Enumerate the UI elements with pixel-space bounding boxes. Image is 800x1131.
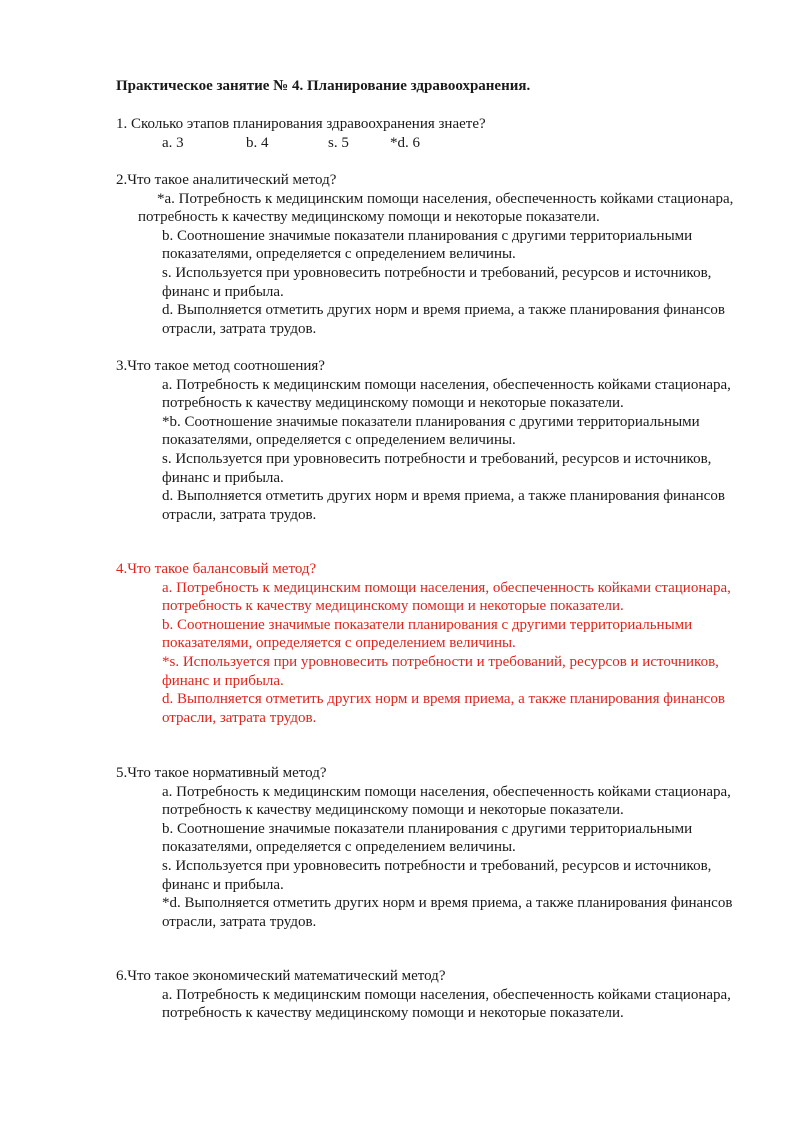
question-text: 6.Что такое экономический математический метод? [116, 968, 446, 984]
page-title: Практическое занятие № 4. Планирование здравоохранения. [116, 78, 531, 94]
question-text: 5.Что такое нормативный метод? [116, 765, 327, 781]
question-1 [0, 115, 800, 152]
answer-option: a. Потребность к медицинским помощи населения, обеспеченность койками стационара, потребность к качеству медицинскому помощи и некоторые показатели. [162, 783, 731, 819]
answer-option: s. Используется при уровновесить потребности и требований, ресурсов и источников, финанс и прибыла. [162, 450, 712, 486]
answer-option: s. Используется при уровновесить потребности и требований, ресурсов и источников, финанс и прибыла. [162, 857, 712, 893]
answer-option: d. Выполняется отметить других норм и время приема, а также планирования финансов отрасли, затрата трудов. [162, 488, 725, 523]
answer-option: s. Используется при уровновесить потребности и требований, ресурсов и источников, финанс и прибыла. [162, 264, 712, 300]
answer-option: b. Соотношение значимые показатели планирования с другими территориальными показателями, определяется с определением величины. [162, 820, 693, 856]
answer-option-correct: *d. 6 [390, 134, 420, 151]
answer-option: b. 4 [246, 134, 269, 151]
answer-option: d. Выполняется отметить других норм и время приема, а также планирования финансов отрасли, затрата трудов. [162, 691, 725, 726]
question-4 [0, 560, 800, 727]
answer-option-correct: *a. Потребность к медицинским помощи населения, обеспеченность койками стационара, потребность к качеству медицинскому помощи и некоторые показатели. [138, 190, 734, 226]
question-5 [0, 764, 800, 931]
question-2 [0, 171, 800, 338]
answer-option: a. Потребность к медицинским помощи населения, обеспеченность койками стационара, потребность к качеству медицинскому помощи и некоторые показатели. [162, 986, 731, 1022]
answer-option: s. 5 [328, 134, 349, 151]
answer-option: b. Соотношение значимые показатели планирования с другими территориальными показателями, определяется с определением величины. [162, 227, 693, 263]
answer-option: d. Выполняется отметить других норм и время приема, а также планирования финансов отрасли, затрата трудов. [162, 302, 725, 337]
question-6 [0, 967, 800, 1023]
answer-option-correct: *d. Выполняется отметить других норм и время приема, а также планирования финансов отрасли, затрата трудов. [162, 895, 733, 930]
question-text: 4.Что такое балансовый метод? [116, 561, 317, 577]
question-text: 1. Сколько этапов планирования здравоохранения знаете? [116, 116, 486, 132]
question-text: 3.Что такое метод соотношения? [116, 358, 325, 374]
question-text: 2.Что такое аналитический метод? [116, 172, 337, 188]
question-3 [0, 357, 800, 524]
answer-options [162, 134, 800, 153]
answer-option: a. 3 [162, 134, 184, 151]
answer-option-correct: *b. Соотношение значимые показатели планирования с другими территориальными показателями, определяется с определением величины. [162, 413, 700, 449]
answer-option-correct: *s. Используется при уровновесить потребности и требований, ресурсов и источников, финанс и прибыла. [162, 653, 719, 689]
answer-option: a. Потребность к медицинским помощи населения, обеспеченность койками стационара, потребность к качеству медицинскому помощи и некоторые показатели. [162, 579, 731, 615]
answer-option: b. Соотношение значимые показатели планирования с другими территориальными показателями, определяется с определением величины. [162, 616, 693, 652]
answer-option: a. Потребность к медицинским помощи населения, обеспеченность койками стационара, потребность к качеству медицинскому помощи и некоторые показатели. [162, 376, 731, 412]
